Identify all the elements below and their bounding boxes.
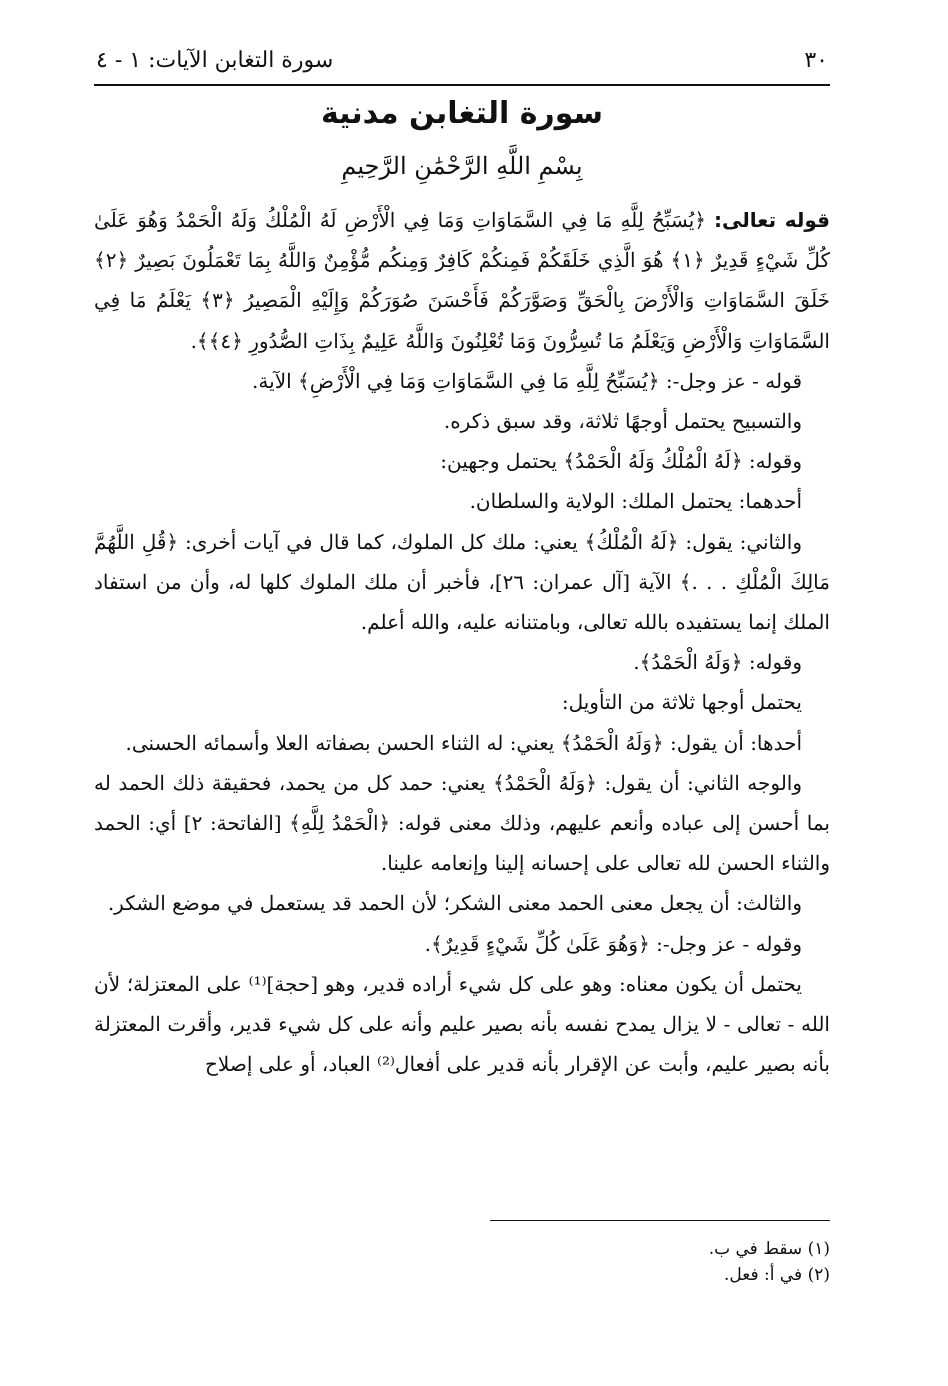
paragraph-text: ﴿يُسَبِّحُ لِلَّهِ مَا فِي السَّمَاوَاتِ وَمَا فِي الْأَرْضِ لَهُ الْمُلْكُ وَلَهُ الْحَمْدُ وَهُوَ عَلَىٰ كُلِّ شَيْءٍ قَدِيرٌ ﴿١﴾ هُوَ الَّذِي خَلَقَكُمْ فَمِنكُمْ كَافِرٌ وَمِنكُم مُّؤْمِنٌ وَاللَّهُ بِمَا تَعْمَلُونَ بَصِيرٌ ﴿٢﴾ خَلَقَ السَّمَاوَاتِ وَالْأَرْضَ بِالْحَقِّ وَصَوَّرَكُمْ فَأَحْسَنَ صُوَرَكُمْ وَإِلَيْهِ الْمَصِيرُ ﴿٣﴾ يَعْلَمُ مَا فِي السَّمَاوَاتِ وَالْأَرْضِ وَيَعْلَمُ مَا تُسِرُّونَ وَمَا تُعْلِنُونَ وَاللَّهُ عَلِيمٌ بِذَاتِ الصُّدُورِ ﴿٤﴾﴾. [94, 208, 831, 353]
page-number: ٣٠ [804, 48, 828, 73]
paragraph: وقوله - عز وجل-: ﴿وَهُوَ عَلَىٰ كُلِّ شَيْءٍ قَدِيرٌ﴾. [424, 931, 802, 956]
running-header [94, 44, 830, 86]
footnote: (٢) في أ: فعل. [724, 1265, 830, 1285]
paragraph: يحتمل أن يكون معناه: وهو على كل شيء أراده قدير، وهو [حجة]⁽¹⁾ على المعتزلة؛ لأن الله - تعالى - لا يزال يمدح نفسه بأنه بصير عليم وأنه على كل شيء قدير، وأقرت المعتزلة بأنه بصير عليم، وأبت عن الإقرار بأنه قدير على أفعال⁽²⁾ العباد، أو على إصلاح [94, 971, 830, 1077]
body-text [94, 200, 830, 1084]
paragraph: وقوله: ﴿وَلَهُ الْحَمْدُ﴾. [633, 650, 802, 675]
paragraph: قوله - عز وجل-: ﴿يُسَبِّحُ لِلَّهِ مَا فِي السَّمَاوَاتِ وَمَا فِي الْأَرْضِ﴾ الآية. [252, 368, 802, 393]
footnote: (١) سقط في ب. [708, 1239, 830, 1259]
paragraph: والتسبيح يحتمل أوجهًا ثلاثة، وقد سبق ذكره. [443, 409, 802, 434]
header-title: سورة التغابن الآيات: ١ - ٤ [96, 48, 334, 73]
surah-title: سورة التغابن مدنية [320, 96, 604, 131]
paragraph: أحدهما: يحتمل الملك: الولاية والسلطان. [469, 489, 802, 514]
paragraph: والوجه الثاني: أن يقول: ﴿وَلَهُ الْحَمْدُ﴾ يعني: حمد كل من يحمد، فحقيقة ذلك الحمد له بما أحسن إلى عباده وأنعم عليهم، وذلك معنى قوله: ﴿الْحَمْدُ لِلَّهِ﴾ [الفاتحة: ٢] أي: الحمد والثناء الحسن لله تعالى على إحسانه إلينا وإنعامه علينا. [94, 770, 830, 876]
paragraph-lead: قوله تعالى: [714, 208, 830, 232]
basmala: بِسْمِ اللَّهِ الرَّحْمَٰنِ الرَّحِيمِ [341, 152, 583, 180]
paragraph: والثاني: يقول: ﴿لَهُ الْمُلْكُ﴾ يعني: ملك كل الملوك، كما قال في آيات أخرى: ﴿قُلِ اللَّهُمَّ مَالِكَ الْمُلْكِ . . .﴾ الآية [آل عمران: ٢٦]، فأخبر أن ملك الملوك كلها له، وأن من استفاد الملك إنما يستفيده بالله تعالى، وبامتنانه عليه، والله أعلم. [94, 529, 830, 635]
paragraph-verse [94, 200, 830, 361]
footnotes [94, 1236, 830, 1288]
paragraph: والثالث: أن يجعل معنى الحمد معنى الشكر؛ لأن الحمد قد يستعمل في موضع الشكر. [107, 891, 802, 916]
paragraph: وقوله: ﴿لَهُ الْمُلْكُ وَلَهُ الْحَمْدُ﴾ يحتمل وجهين: [440, 449, 802, 474]
paragraph: أحدها: أن يقول: ﴿وَلَهُ الْحَمْدُ﴾ يعني: له الثناء الحسن بصفاته العلا وأسمائه الحسنى. [125, 730, 802, 755]
paragraph: يحتمل أوجها ثلاثة من التأويل: [561, 690, 802, 715]
footnote-divider [490, 1220, 830, 1221]
